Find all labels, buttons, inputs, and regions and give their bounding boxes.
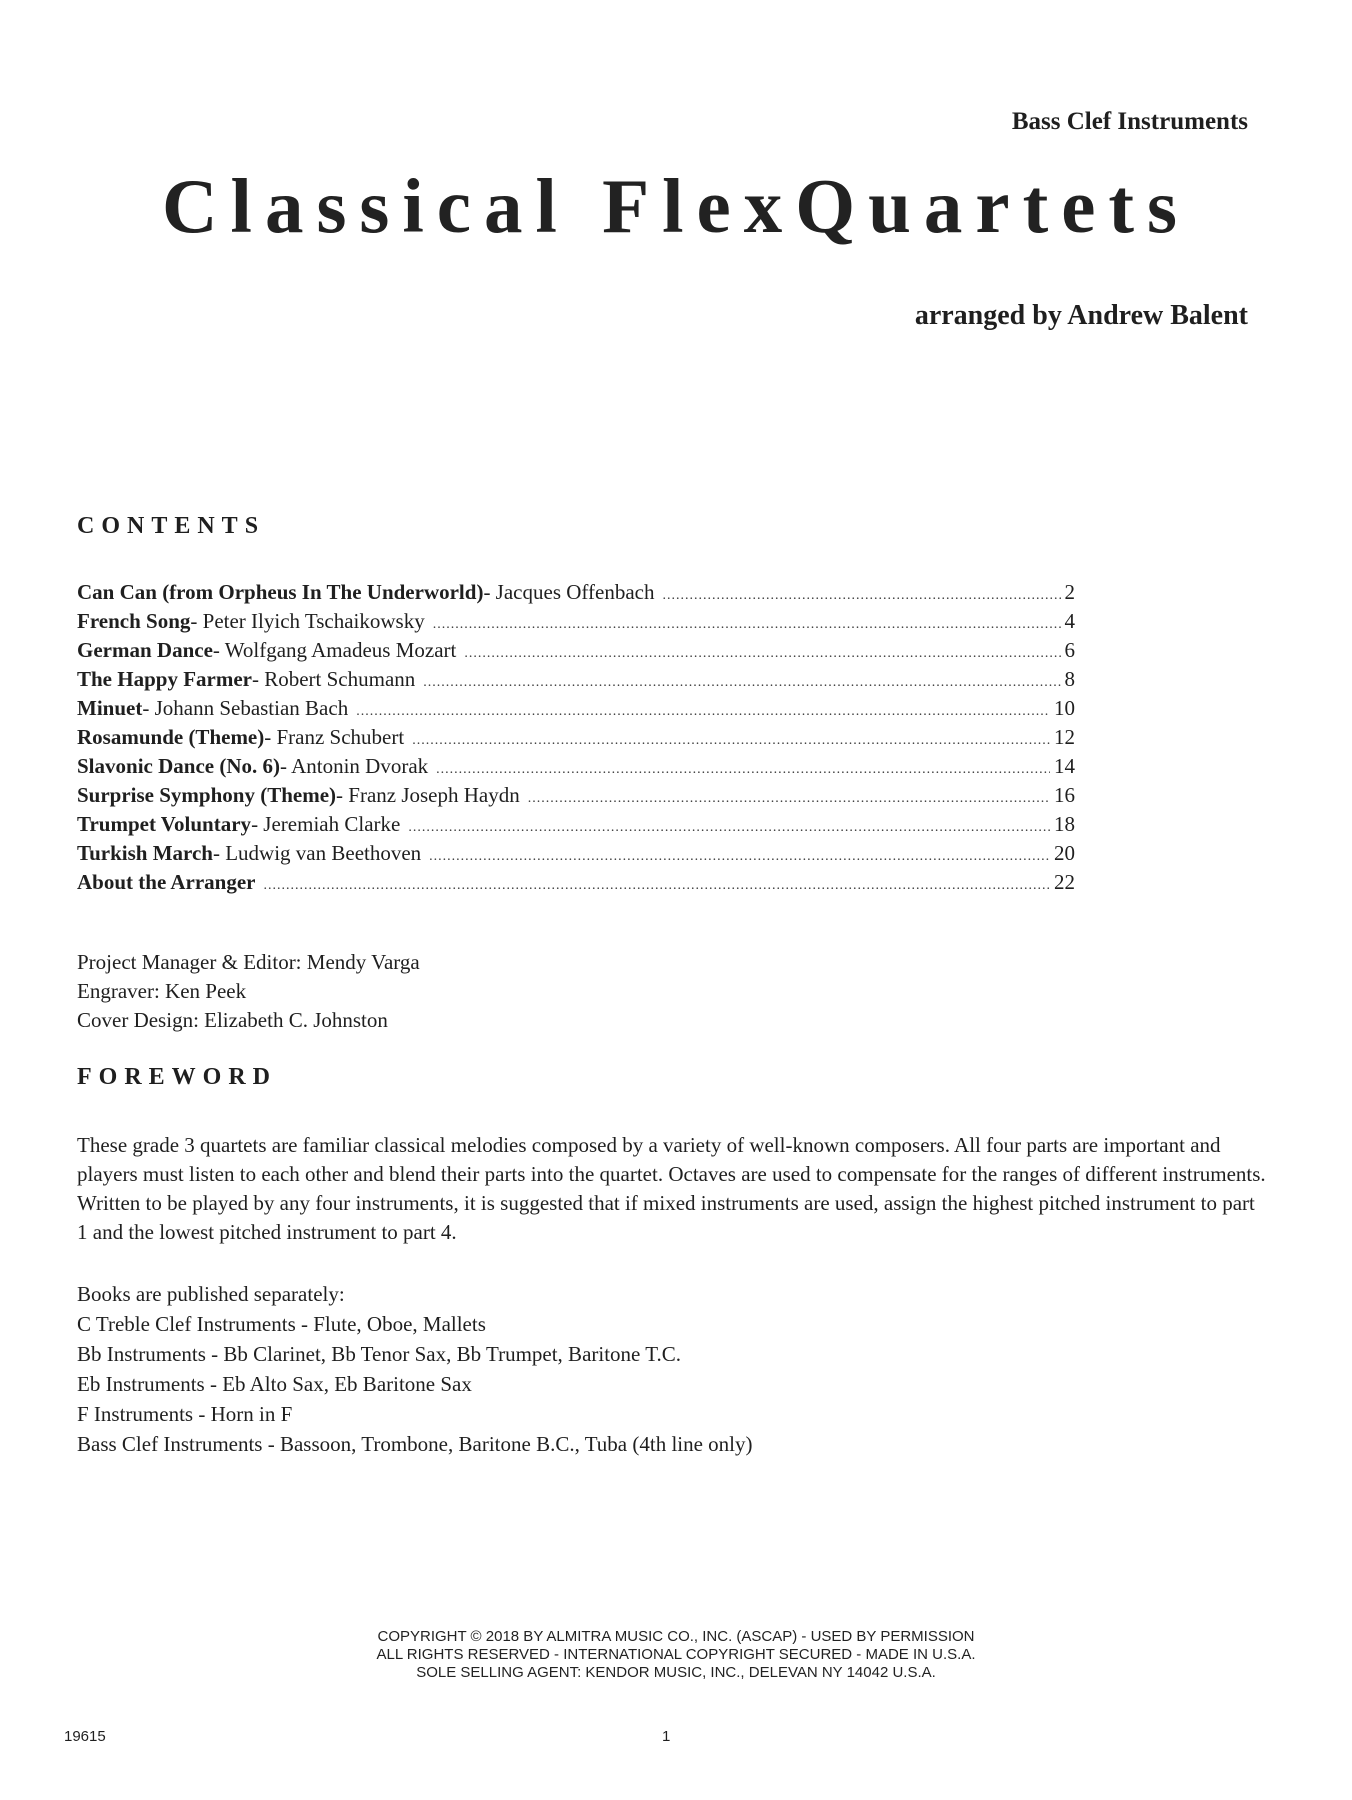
toc-page: 2: [1064, 580, 1075, 604]
toc-title: German Dance: [77, 638, 213, 662]
page-title: Classical FlexQuartets: [161, 163, 1191, 249]
copyright-line: ALL RIGHTS RESERVED - INTERNATIONAL COPYRIGHT SECURED - MADE IN U.S.A.: [376, 1646, 976, 1663]
production-credits: [77, 948, 420, 1035]
toc-title: Turkish March: [77, 841, 213, 865]
copyright-line: COPYRIGHT © 2018 BY ALMITRA MUSIC CO., INC. (ASCAP) - USED BY PERMISSION: [377, 1628, 975, 1645]
instrument-label: Bass Clef Instruments: [1011, 108, 1248, 135]
contents-heading: CONTENTS: [77, 513, 266, 539]
toc-composer: - Franz Schubert: [264, 725, 405, 749]
toc-composer: - Johann Sebastian Bach: [142, 696, 349, 720]
toc-leader-dots: [662, 581, 1060, 610]
toc-row: [77, 694, 1075, 723]
toc-page: 22: [1054, 870, 1075, 894]
toc-row: [77, 868, 1075, 897]
books-item: Bass Clef Instruments - Bassoon, Trombone, Baritone B.C., Tuba (4th line only): [77, 1432, 753, 1456]
toc-leader-dots: [412, 726, 1050, 755]
toc-page: 10: [1054, 696, 1075, 720]
toc-page: 4: [1064, 609, 1075, 633]
toc-composer: - Ludwig van Beethoven: [212, 841, 422, 865]
credit-line: Engraver: Ken Peek: [77, 979, 247, 1003]
toc-row: [77, 723, 1075, 752]
toc-row: [77, 665, 1075, 694]
toc-row: [77, 578, 1075, 607]
toc-leader-dots: [263, 871, 1050, 900]
toc-title: French Song: [77, 609, 191, 633]
toc-composer: - Peter Ilyich Tschaikowsky: [190, 609, 425, 633]
toc-title: Surprise Symphony (Theme): [77, 783, 337, 807]
catalog-number: 19615: [64, 1728, 106, 1745]
toc-composer: - Wolfgang Amadeus Mozart: [212, 638, 457, 662]
toc-row: [77, 636, 1075, 665]
toc-row: [77, 839, 1075, 868]
toc-leader-dots: [436, 755, 1050, 784]
toc-leader-dots: [528, 784, 1050, 813]
toc-composer: - Antonin Dvorak: [280, 754, 429, 778]
credit-line: Cover Design: Elizabeth C. Johnston: [77, 1008, 388, 1032]
toc-title: Slavonic Dance (No. 6): [77, 754, 280, 778]
foreword-heading: FOREWORD: [77, 1064, 277, 1090]
toc-composer: - Franz Joseph Haydn: [336, 783, 520, 807]
toc-leader-dots: [408, 813, 1050, 842]
toc-title: The Happy Farmer: [77, 667, 252, 691]
page-number: 1: [662, 1728, 671, 1745]
toc-composer: - Robert Schumann: [251, 667, 416, 691]
toc-page: 8: [1064, 667, 1075, 691]
books-item: F Instruments - Horn in F: [77, 1402, 293, 1426]
toc-page: 16: [1054, 783, 1075, 807]
books-item: Bb Instruments - Bb Clarinet, Bb Tenor Sax, Bb Trumpet, Baritone T.C.: [77, 1342, 682, 1366]
toc-leader-dots: [423, 668, 1060, 697]
toc-leader-dots: [429, 842, 1050, 871]
toc-composer: - Jeremiah Clarke: [251, 812, 401, 836]
books-item: Eb Instruments - Eb Alto Sax, Eb Baritone Sax: [77, 1372, 472, 1396]
toc-page: 12: [1054, 725, 1075, 749]
toc-leader-dots: [356, 697, 1050, 726]
toc-row: [77, 607, 1075, 636]
toc-row: [77, 752, 1075, 781]
toc-title: Can Can (from Orpheus In The Underworld): [77, 580, 484, 604]
toc-row: [77, 810, 1075, 839]
toc-composer: - Jacques Offenbach: [483, 580, 655, 604]
foreword-paragraph: These grade 3 quartets are familiar classical melodies composed by a variety of well-known composers. All four parts are important and players must listen to each other and blend their parts into the quartet. Octaves are used to compensate for the ranges of different instruments. Written to be played by any four instruments, it is suggested that if mixed instruments are used, assign the highest pitched instrument to part 1 and the lowest pitched instrument to part 4.: [77, 1133, 1266, 1244]
toc-page: 18: [1054, 812, 1075, 836]
toc-page: 20: [1054, 841, 1075, 865]
toc-page: 6: [1064, 638, 1075, 662]
toc-leader-dots: [464, 639, 1060, 668]
arranger-credit: arranged by Andrew Balent: [914, 300, 1248, 331]
toc-title: Trumpet Voluntary: [77, 812, 252, 836]
toc-page: 14: [1054, 754, 1075, 778]
copyright-notice: [0, 1628, 1352, 1682]
toc-row: [77, 781, 1075, 810]
table-of-contents: [77, 578, 1075, 897]
books-list: [77, 1279, 753, 1459]
credit-line: Project Manager & Editor: Mendy Varga: [77, 950, 420, 974]
books-intro: Books are published separately:: [77, 1282, 345, 1306]
copyright-line: SOLE SELLING AGENT: KENDOR MUSIC, INC., DELEVAN NY 14042 U.S.A.: [416, 1664, 936, 1681]
toc-title: Rosamunde (Theme): [77, 725, 265, 749]
toc-title: About the Arranger: [77, 870, 256, 894]
toc-leader-dots: [433, 610, 1061, 639]
toc-title: Minuet: [77, 696, 143, 720]
books-item: C Treble Clef Instruments - Flute, Oboe, Mallets: [77, 1312, 486, 1336]
